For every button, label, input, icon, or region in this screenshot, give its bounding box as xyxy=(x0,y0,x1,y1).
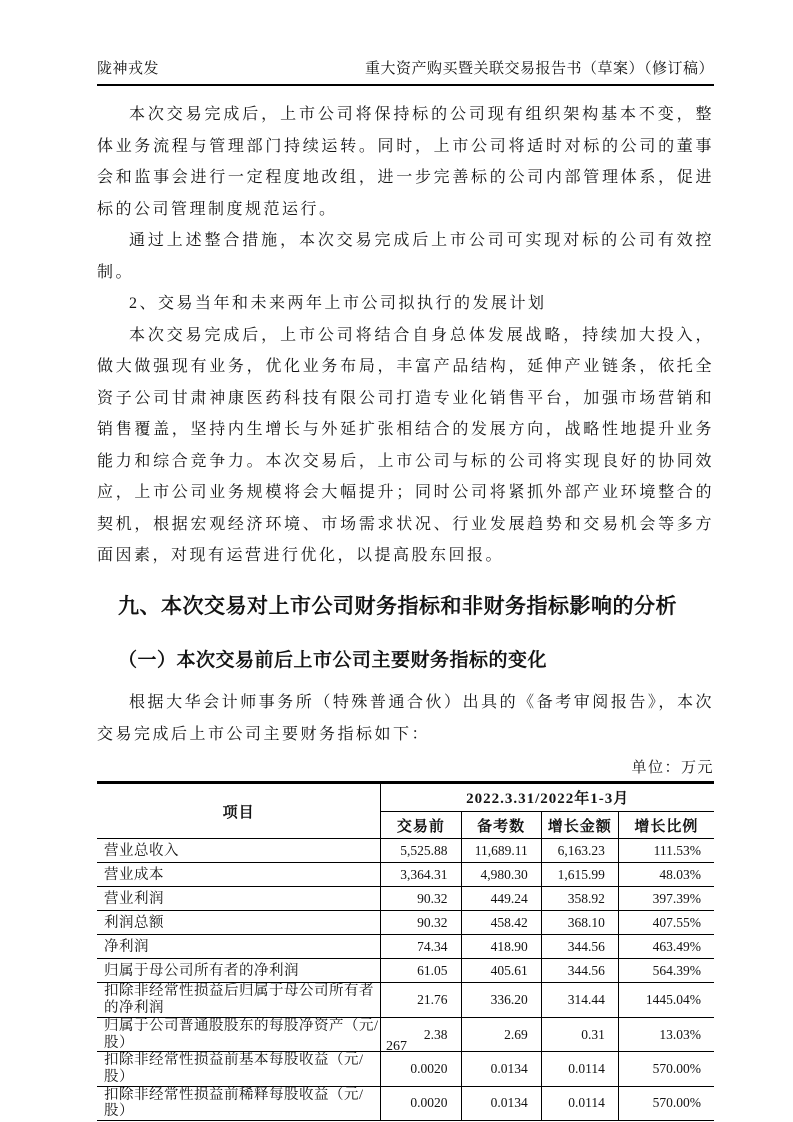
table-header-growth-ratio: 增长比例 xyxy=(618,812,714,839)
pre-transaction-cell: 5,525.88 xyxy=(381,839,461,863)
development-plan-heading: 2、交易当年和未来两年上市公司拟执行的发展计划 xyxy=(129,295,547,312)
table-header-pre-transaction: 交易前 xyxy=(381,812,461,839)
pre-transaction-cell: 90.32 xyxy=(381,911,461,935)
section-heading-nine: 九、本次交易对上市公司财务指标和非财务指标影响的分析 xyxy=(118,594,677,618)
proforma-cell: 4,980.30 xyxy=(461,863,541,887)
paragraph-integration-1: 本次交易完成后，上市公司将保持标的公司现有组织架构基本不变，整体业务流程与管理部门持续运转。同时，上市公司将适时对标的公司的董事会和监事会进行一定程度地改组，进一步完善标的公司内部管理体系，促进标的公司管理制度规范运行。 xyxy=(97,106,714,218)
growth-ratio-cell: 13.03% xyxy=(618,1017,714,1051)
table-row xyxy=(97,1086,714,1122)
proforma-cell: 2.69 xyxy=(461,1017,541,1051)
table-row xyxy=(97,839,714,863)
proforma-cell: 405.61 xyxy=(461,959,541,983)
pre-transaction-cell: 0.0020 xyxy=(381,1052,461,1086)
growth-ratio-cell: 564.39% xyxy=(618,959,714,983)
growth-amount-cell: 0.0114 xyxy=(541,1086,618,1122)
proforma-cell: 336.20 xyxy=(461,983,541,1017)
growth-ratio-cell: 570.00% xyxy=(618,1086,714,1122)
growth-ratio-cell: 570.00% xyxy=(618,1052,714,1086)
report-title: 重大资产购买暨关联交易报告书（草案）（修订稿） xyxy=(364,61,714,77)
item-cell: 扣除非经常性损益后归属于母公司所有者的净利润 xyxy=(104,983,374,1017)
item-cell: 归属于公司普通股股东的每股净资产（元/股） xyxy=(104,1017,379,1051)
pre-transaction-cell: 21.76 xyxy=(381,983,461,1017)
paragraph-basis: 根据大华会计师事务所（特殊普通合伙）出具的《备考审阅报告》，本次交易完成后上市公司主要财务指标如下： xyxy=(97,694,714,743)
company-short-name: 陇神戎发 xyxy=(97,61,160,77)
table-header-row-1 xyxy=(97,783,714,812)
item-cell: 营业利润 xyxy=(104,890,164,907)
item-cell: 扣除非经常性损益前稀释每股收益（元/股） xyxy=(104,1086,364,1120)
pre-transaction-cell: 61.05 xyxy=(381,959,461,983)
table-header-period: 2022.3.31/2022年1-3月 xyxy=(381,783,714,812)
pre-transaction-cell: 3,364.31 xyxy=(381,863,461,887)
growth-ratio-cell: 463.49% xyxy=(618,935,714,959)
growth-amount-cell: 358.92 xyxy=(541,887,618,911)
item-cell: 归属于母公司所有者的净利润 xyxy=(104,962,299,979)
growth-amount-cell: 0.0114 xyxy=(541,1052,618,1086)
growth-amount-cell: 344.56 xyxy=(541,959,618,983)
proforma-cell: 0.0134 xyxy=(461,1086,541,1122)
growth-ratio-cell: 1445.04% xyxy=(618,983,714,1017)
table-header-proforma: 备考数 xyxy=(461,812,541,839)
growth-amount-cell: 314.44 xyxy=(541,983,618,1017)
table-row xyxy=(97,1052,714,1086)
table-header-growth-amount: 增长金额 xyxy=(541,812,618,839)
item-cell: 营业总收入 xyxy=(104,842,179,859)
page-number: 267 xyxy=(386,1039,407,1054)
growth-ratio-cell: 111.53% xyxy=(618,839,714,863)
growth-ratio-cell: 407.55% xyxy=(618,911,714,935)
doc-header xyxy=(97,0,714,86)
growth-amount-cell: 344.56 xyxy=(541,935,618,959)
item-cell: 扣除非经常性损益前基本每股收益（元/股） xyxy=(104,1052,364,1085)
paragraph-integration-2: 通过上述整合措施，本次交易完成后上市公司可实现对标的公司有效控制。 xyxy=(97,232,714,281)
growth-amount-cell: 1,615.99 xyxy=(541,863,618,887)
subsection-heading-one: （一）本次交易前后上市公司主要财务指标的变化 xyxy=(118,649,548,671)
proforma-cell: 458.42 xyxy=(461,911,541,935)
pre-transaction-cell: 90.32 xyxy=(381,887,461,911)
proforma-cell: 0.0134 xyxy=(461,1052,541,1086)
item-cell: 营业成本 xyxy=(104,866,164,883)
pre-transaction-cell: 74.34 xyxy=(381,935,461,959)
growth-amount-cell: 368.10 xyxy=(541,911,618,935)
page-content xyxy=(97,0,714,1122)
table-header-item: 项目 xyxy=(97,783,381,839)
growth-amount-cell: 0.31 xyxy=(541,1017,618,1051)
growth-ratio-cell: 48.03% xyxy=(618,863,714,887)
pre-transaction-cell: 0.0020 xyxy=(381,1086,461,1122)
pre-transaction-cell: 2.38 xyxy=(381,1017,461,1051)
table-row xyxy=(97,935,714,959)
growth-ratio-cell: 397.39% xyxy=(618,887,714,911)
growth-amount-cell: 6,163.23 xyxy=(541,839,618,863)
table-row xyxy=(97,983,714,1017)
table-row xyxy=(97,887,714,911)
table-row xyxy=(97,959,714,983)
proforma-cell: 449.24 xyxy=(461,887,541,911)
table-row xyxy=(97,911,714,935)
proforma-cell: 418.90 xyxy=(461,935,541,959)
financial-indicators-table xyxy=(97,781,714,1122)
paragraph-development-plan: 本次交易完成后，上市公司将结合自身总体发展战略，持续加大投入，做大做强现有业务，优化业务布局，丰富产品结构，延伸产业链条，依托全资子公司甘肃神康医药科技有限公司打造专业化销售平台，加强市场营销和销售覆盖，坚持内生增长与外延扩张相结合的发展方向，战略性地提升业务能力和综合竞争力。本次交易后，上市公司与标的公司将实现良好的协同效应，上市公司业务规模将会大幅提升；同时公司将紧抓外部产业环境整合的契机，根据宏观经济环境、市场需求状况、行业发展趋势和交易机会等多方面因素，对现有运营进行优化，以提高股东回报。 xyxy=(97,326,714,564)
item-cell: 利润总额 xyxy=(104,914,164,931)
unit-label: 单位：万元 xyxy=(631,760,714,777)
proforma-cell: 11,689.11 xyxy=(461,839,541,863)
table-row xyxy=(97,863,714,887)
item-cell: 净利润 xyxy=(104,938,149,955)
